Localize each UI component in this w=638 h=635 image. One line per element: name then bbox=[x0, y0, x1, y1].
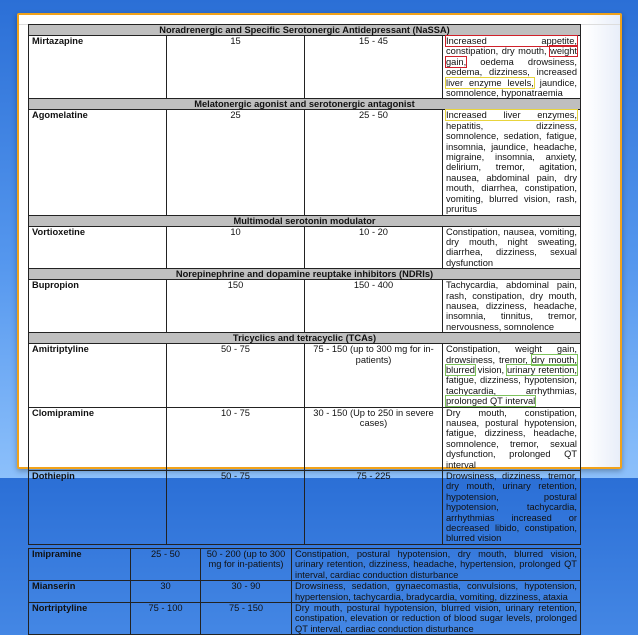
drug-name: Nortriptyline bbox=[29, 602, 131, 634]
starting-dose: 25 - 50 bbox=[131, 548, 201, 580]
effects-text: constipation, dry mouth, bbox=[446, 46, 551, 57]
starting-dose: 15 bbox=[167, 36, 305, 99]
table-row bbox=[29, 471, 581, 545]
section-title: Multimodal serotonin modulator bbox=[29, 215, 581, 226]
starting-dose: 10 - 75 bbox=[167, 407, 305, 470]
highlight-yellow: liver enzyme levels, bbox=[446, 77, 534, 88]
table-row bbox=[29, 36, 581, 99]
starting-dose: 50 - 75 bbox=[167, 344, 305, 407]
starting-dose: 50 - 75 bbox=[167, 471, 305, 545]
side-effects bbox=[443, 36, 581, 99]
starting-dose: 75 - 100 bbox=[131, 602, 201, 634]
section-header bbox=[29, 99, 581, 110]
starting-dose: 150 bbox=[167, 280, 305, 333]
dose-range: 75 - 225 bbox=[305, 471, 443, 545]
section-title: Melatonergic agonist and serotonergic antagonist bbox=[29, 99, 581, 110]
drug-name: Bupropion bbox=[29, 280, 167, 333]
section-header bbox=[29, 269, 581, 280]
side-effects: Constipation, postural hypotension, dry mouth, blurred vision, urinary retention, dizziness, headache, hypertension, prolonged QT interval, cardiac conduction disturbance bbox=[292, 548, 581, 580]
starting-dose: 30 bbox=[131, 581, 201, 603]
section-header bbox=[29, 333, 581, 344]
table-row bbox=[29, 226, 581, 269]
table-row bbox=[29, 548, 581, 580]
effects-text: oedema drowsiness, oedema, dizziness, increased bbox=[446, 56, 577, 78]
highlight-yellow: Increased liver enzymes, bbox=[446, 110, 577, 121]
side-effects: Dry mouth, constipation, nausea, postural hypotension, fatigue, dizziness, headache, somnolence, tremor, sexual dysfunction, prolonged QT interval bbox=[443, 407, 581, 470]
side-effects: Drowsiness, dizziness, tremor, dry mouth, urinary retention, hypotension, postural hypotension, tachycardia, arrhythmias increased or decreased libido, constipation, blurred vision bbox=[443, 471, 581, 545]
table-row bbox=[29, 110, 581, 215]
effects-text: hepatitis, dizziness, somnolence, sedation, fatigue, insomnia, jaundice, headache, migraine, insomnia, anxiety, delirium, tremor, agitation, nausea, abdominal pain, dry mouth, diarrhea, constipation, vomiting, blurred vision, rash, pruritus bbox=[446, 120, 577, 215]
side-effects bbox=[443, 344, 581, 407]
dose-range: 150 - 400 bbox=[305, 280, 443, 333]
effects-text: vision, bbox=[474, 364, 507, 375]
highlight-green: dry mouth, blurred bbox=[446, 354, 577, 375]
dose-range: 75 - 150 bbox=[201, 602, 292, 634]
highlight-red: weight gain, bbox=[446, 46, 577, 67]
antidepressant-table-continued bbox=[28, 548, 581, 635]
slide-frame bbox=[17, 13, 622, 634]
dose-range: 50 - 200 (up to 300 mg for in-patients) bbox=[201, 548, 292, 580]
side-effects: Dry mouth, postural hypotension, blurred vision, urinary retention, constipation, elevation or reduction of blood sugar levels, prolonged QT interval, cardiac conduction disturbance bbox=[292, 602, 581, 634]
table-row bbox=[29, 344, 581, 407]
dose-range: 75 - 150 (up to 300 mg for in-patients) bbox=[305, 344, 443, 407]
side-effects: Constipation, nausea, vomiting, dry mouth, night sweating, diarrhea, dizziness, sexual dysfunction bbox=[443, 226, 581, 269]
side-effects: Drowsiness, sedation, gynaecomastia, convulsions, hypotension, hypertension, tachycardia, bradycardia, vomiting, dizziness, ataxia bbox=[292, 581, 581, 603]
drug-name: Imipramine bbox=[29, 548, 131, 580]
section-header bbox=[29, 215, 581, 226]
dose-range: 30 - 90 bbox=[201, 581, 292, 603]
section-header bbox=[29, 25, 581, 36]
side-effects bbox=[443, 110, 581, 215]
dose-range: 15 - 45 bbox=[305, 36, 443, 99]
frame-shade bbox=[585, 15, 620, 467]
section-title: Noradrenergic and Specific Serotonergic Antidepressant (NaSSA) bbox=[29, 25, 581, 36]
dose-range: 25 - 50 bbox=[305, 110, 443, 215]
starting-dose: 10 bbox=[167, 226, 305, 269]
starting-dose: 25 bbox=[167, 110, 305, 215]
drug-name: Agomelatine bbox=[29, 110, 167, 215]
dose-range: 10 - 20 bbox=[305, 226, 443, 269]
table-row bbox=[29, 602, 581, 634]
drug-name: Vortioxetine bbox=[29, 226, 167, 269]
antidepressant-table bbox=[28, 24, 581, 545]
side-effects: Tachycardia, abdominal pain, rash, constipation, dry mouth, nausea, dizziness, headache, insomnia, tinnitus, tremor, nervousness, somnolence bbox=[443, 280, 581, 333]
effects-text: fatigue, dizziness, hypotension, tachycardia, arrhythmias, bbox=[446, 375, 577, 396]
dose-range: 30 - 150 (Up to 250 in severe cases) bbox=[305, 407, 443, 470]
drug-name: Clomipramine bbox=[29, 407, 167, 470]
highlight-green: urinary retention, bbox=[506, 364, 577, 375]
drug-name: Mianserin bbox=[29, 581, 131, 603]
table-row bbox=[29, 407, 581, 470]
effects-text: Constipation, weight gain, drowsiness, tremor, bbox=[446, 344, 577, 365]
effects-text: jaundice, somnolence, hyponatraemia bbox=[446, 77, 577, 99]
document-page bbox=[28, 24, 581, 635]
table-row bbox=[29, 280, 581, 333]
drug-name: Dothiepin bbox=[29, 471, 167, 545]
highlight-green: prolonged QT interval bbox=[446, 396, 536, 407]
section-title: Norepinephrine and dopamine reuptake inhibitors (NDRIs) bbox=[29, 269, 581, 280]
highlight-red: Increased appetite, bbox=[446, 36, 577, 46]
section-title: Tricyclics and tetracyclic (TCAs) bbox=[29, 333, 581, 344]
table-row bbox=[29, 581, 581, 603]
drug-name: Amitriptyline bbox=[29, 344, 167, 407]
drug-name: Mirtazapine bbox=[29, 36, 167, 99]
